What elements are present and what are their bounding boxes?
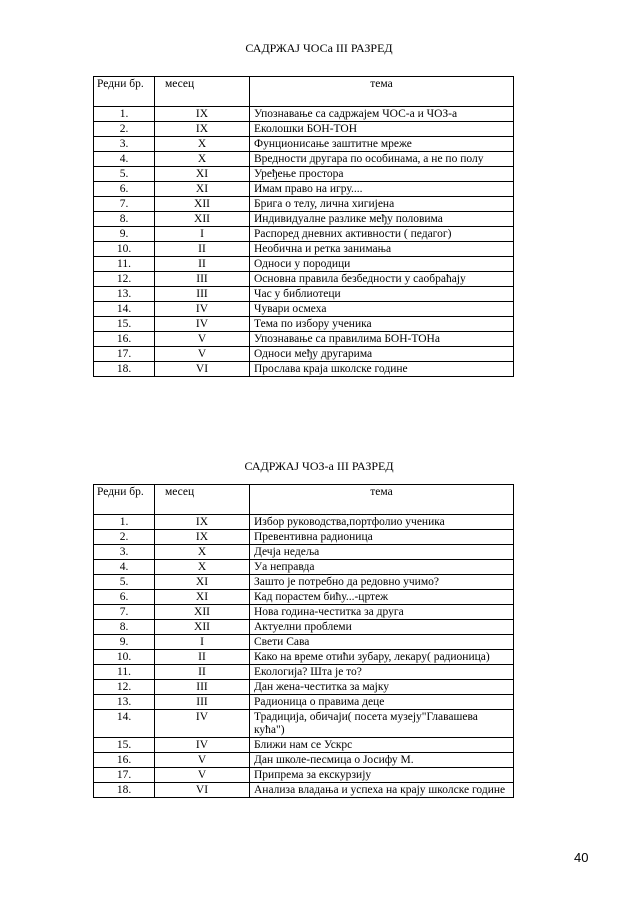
table-row [94,167,514,182]
row-month: VI [155,362,250,377]
header-topic: тема [250,77,514,107]
row-topic: Необична и ретка занимања [250,242,514,257]
table-row [94,710,514,738]
row-topic: Радионица о правима деце [250,695,514,710]
table-row [94,650,514,665]
row-number: 9. [94,635,155,650]
row-number: 3. [94,545,155,560]
row-number: 9. [94,227,155,242]
row-number: 6. [94,182,155,197]
row-month: IX [155,107,250,122]
table-row [94,530,514,545]
row-topic: Распоред дневних активности ( педагог) [250,227,514,242]
row-month: V [155,753,250,768]
row-number: 18. [94,362,155,377]
row-number: 10. [94,242,155,257]
row-number: 18. [94,783,155,798]
table-row [94,590,514,605]
table-row [94,362,514,377]
table-row [94,575,514,590]
row-number: 12. [94,680,155,695]
row-month: XI [155,575,250,590]
table-row [94,545,514,560]
row-topic: Припрема за екскурзију [250,768,514,783]
row-number: 11. [94,257,155,272]
row-month: X [155,137,250,152]
table-row [94,227,514,242]
row-topic: Традиција, обичаји( посета музеју"Главашева кућа") [250,710,514,738]
row-month: IV [155,710,250,738]
row-month: XII [155,212,250,227]
header-ordinal: Редни бр. [94,77,155,107]
table-row [94,783,514,798]
row-topic: Односи међу другарима [250,347,514,362]
choz-table [93,484,514,798]
row-month: XII [155,605,250,620]
row-topic: Дан школе-песмица о Јосифу М. [250,753,514,768]
row-number: 2. [94,530,155,545]
header-month: месец [155,77,250,107]
row-number: 13. [94,287,155,302]
row-number: 12. [94,272,155,287]
row-month: II [155,242,250,257]
row-topic: Упознавање са правилима БОН-ТОНа [250,332,514,347]
table-row [94,107,514,122]
row-month: II [155,650,250,665]
row-number: 17. [94,768,155,783]
table-row [94,515,514,530]
row-number: 4. [94,560,155,575]
row-month: XII [155,197,250,212]
row-topic: Чувари осмеха [250,302,514,317]
table-row [94,620,514,635]
row-number: 7. [94,197,155,212]
row-month: XI [155,590,250,605]
row-number: 15. [94,317,155,332]
table-row [94,332,514,347]
table-row [94,122,514,137]
table-row [94,680,514,695]
table-row [94,753,514,768]
header-ordinal: Редни бр. [94,485,155,515]
row-topic: Индивидуалне разлике међу половима [250,212,514,227]
row-number: 13. [94,695,155,710]
row-topic: Имам право на игру.... [250,182,514,197]
table-row [94,347,514,362]
row-month: XI [155,167,250,182]
row-month: IV [155,738,250,753]
row-topic: Уређење простора [250,167,514,182]
table-row [94,768,514,783]
row-month: VI [155,783,250,798]
table-row [94,695,514,710]
row-month: X [155,152,250,167]
row-topic: Актуелни проблеми [250,620,514,635]
table-row [94,182,514,197]
row-topic: Свети Сава [250,635,514,650]
row-topic: Нова година-честитка за друга [250,605,514,620]
table-row [94,635,514,650]
table-row [94,560,514,575]
row-month: II [155,257,250,272]
row-month: IV [155,302,250,317]
row-number: 5. [94,575,155,590]
row-number: 6. [94,590,155,605]
row-topic: Ближи нам се Ускрс [250,738,514,753]
row-topic: Прослава краја школске године [250,362,514,377]
table-row [94,152,514,167]
row-month: IV [155,317,250,332]
row-number: 8. [94,212,155,227]
row-month: I [155,227,250,242]
row-topic: Превентивна радионица [250,530,514,545]
row-number: 10. [94,650,155,665]
row-month: X [155,545,250,560]
row-topic: Односи у породици [250,257,514,272]
row-number: 17. [94,347,155,362]
header-topic: тема [250,485,514,515]
row-topic: Брига о телу, лична хигијена [250,197,514,212]
row-number: 15. [94,738,155,753]
table-row [94,257,514,272]
row-month: V [155,768,250,783]
section1-title: САДРЖАЈ ЧОСа III РАЗРЕД [245,41,393,55]
table-row [94,137,514,152]
row-month: III [155,680,250,695]
row-number: 16. [94,332,155,347]
table-row [94,272,514,287]
table-row [94,287,514,302]
row-number: 2. [94,122,155,137]
row-topic: Екологија? Шта је то? [250,665,514,680]
row-topic: Час у библиотеци [250,287,514,302]
table-row [94,197,514,212]
row-topic: Фунционисање заштитне мреже [250,137,514,152]
row-number: 14. [94,710,155,738]
row-number: 4. [94,152,155,167]
row-month: X [155,560,250,575]
row-topic: Основна правила безбедности у саобраћају [250,272,514,287]
row-topic: Уа неправда [250,560,514,575]
row-topic: Еколошки БОН-ТОН [250,122,514,137]
row-month: XII [155,620,250,635]
row-month: I [155,635,250,650]
table-row [94,738,514,753]
row-month: IX [155,122,250,137]
row-topic: Дан жена-честитка за мајку [250,680,514,695]
row-number: 3. [94,137,155,152]
row-month: V [155,332,250,347]
row-topic: Како на време отићи зубару, лекару( радионица) [250,650,514,665]
row-topic: Дечја недеља [250,545,514,560]
row-number: 7. [94,605,155,620]
row-topic: Анализа владања и успеха на крају школске године [250,783,514,798]
row-number: 1. [94,107,155,122]
row-number: 16. [94,753,155,768]
row-number: 1. [94,515,155,530]
section2-title: САДРЖАЈ ЧОЗ-а III РАЗРЕД [244,459,394,473]
row-topic: Зашто је потребно да редовно учимо? [250,575,514,590]
table-row [94,302,514,317]
row-month: III [155,272,250,287]
row-number: 8. [94,620,155,635]
row-topic: Тема по избору ученика [250,317,514,332]
row-month: III [155,695,250,710]
table-header-row [94,485,514,515]
row-month: V [155,347,250,362]
row-topic: Упознавање са садржајем ЧОС-а и ЧОЗ-а [250,107,514,122]
table-row [94,242,514,257]
page-number: 40 [574,850,589,865]
row-month: IX [155,530,250,545]
row-number: 5. [94,167,155,182]
row-month: XI [155,182,250,197]
row-number: 14. [94,302,155,317]
chos-table [93,76,514,377]
row-month: III [155,287,250,302]
row-topic: Кад порастем бићу...-цртеж [250,590,514,605]
table-row [94,665,514,680]
header-month: месец [155,485,250,515]
row-topic: Избор руководства,портфолио ученика [250,515,514,530]
table-row [94,605,514,620]
row-month: II [155,665,250,680]
table-header-row [94,77,514,107]
table-row [94,317,514,332]
row-topic: Вредности другара по особинама, а не по полу [250,152,514,167]
table-row [94,212,514,227]
row-month: IX [155,515,250,530]
row-number: 11. [94,665,155,680]
